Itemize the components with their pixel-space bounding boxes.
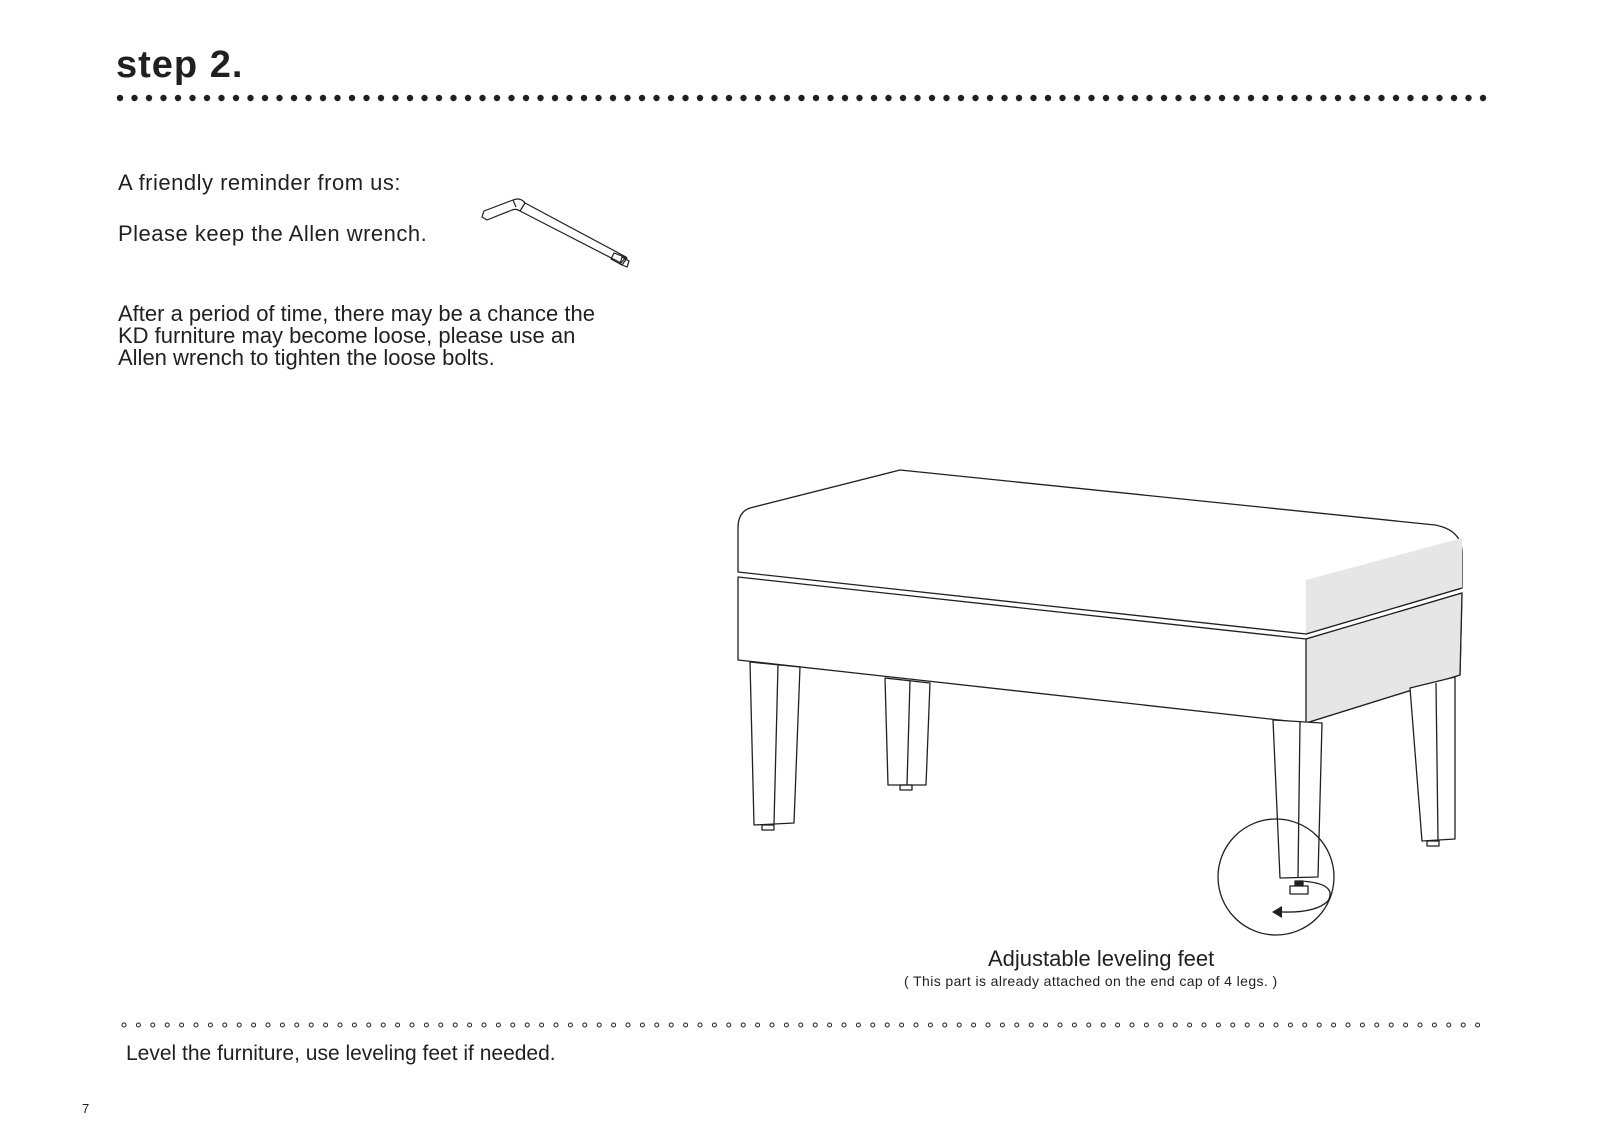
leveling-feet-note: ( This part is already attached on the end cap of 4 legs. ) [904,973,1278,989]
paragraph-line: Allen wrench to tighten the loose bolts. [118,345,495,370]
level-furniture-instruction: Level the furniture, use leveling feet if needed. [126,1042,556,1065]
loose-bolts-paragraph [118,303,678,369]
paragraph-line: After a period of time, there may be a chance the [118,301,595,326]
allen-wrench-icon [480,195,640,275]
reminder-heading: A friendly reminder from us: [118,170,401,195]
keep-wrench-text: Please keep the Allen wrench. [118,221,428,246]
rotation-arrow-icon [1272,906,1282,918]
paragraph-line: KD furniture may become loose, please use an [118,323,576,348]
page-number: 7 [82,1101,90,1116]
step-title: step 2. [116,44,244,86]
leg-back-right [1410,677,1455,841]
bench-illustration [720,465,1490,965]
leveling-feet-label: Adjustable leveling feet [988,946,1215,971]
bottom-dotted-divider [120,1020,1492,1030]
top-dotted-divider [116,92,1496,104]
leg-front-right [1273,720,1322,878]
